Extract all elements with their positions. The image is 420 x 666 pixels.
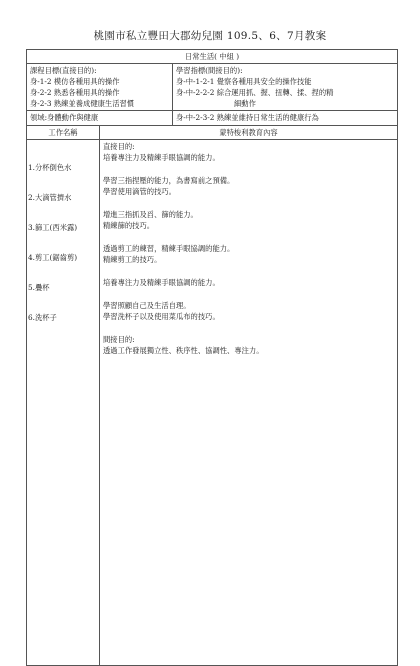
- direct-purpose-heading: 直接目的:: [103, 142, 135, 151]
- content-block: [103, 300, 394, 322]
- work-item: 6.洗杯子: [28, 313, 57, 322]
- content-cell: [100, 140, 398, 666]
- work-item: 1.分杯倒色水: [28, 163, 72, 172]
- indirect-purpose-text: 透過工作發展獨立性、秩序性、協調性、專注力。: [103, 346, 264, 355]
- area-row: [27, 111, 398, 126]
- direct-goals-heading: 課程目標(直接目的):: [30, 66, 97, 75]
- content-line: 學習使用滴管的技巧。: [103, 187, 176, 196]
- work-item: 2.大滴管擠水: [28, 193, 72, 202]
- content-line: 學習照顧自己及生活自理。: [103, 301, 191, 310]
- content-block: [103, 209, 394, 231]
- direct-goals-cell: [27, 64, 173, 111]
- indirect-purpose-heading: 間接目的:: [103, 335, 135, 344]
- document-title: 桃園市私立豐田大郡幼兒園 109.5、6、7月教案: [93, 30, 327, 42]
- content-line: 精練剪工的技巧。: [103, 255, 162, 264]
- goals-row: [27, 64, 398, 111]
- area-indicator-cell: 身-中-2-3-2 熟練並維持日常生活的健康行為: [173, 111, 398, 126]
- montessori-content-header: 蒙特梭利教育內容: [100, 126, 398, 140]
- indirect-goal: 身-中-2-2-2 綜合運用抓、握、扭轉、揉、捏的精: [176, 88, 334, 97]
- lesson-plan-table: [26, 49, 398, 666]
- indirect-goal: 身-中-1-2-1 覺察各種用具安全的操作技能: [176, 77, 312, 86]
- content-line: 學習洗杯子以及使用菜瓜布的技巧。: [103, 312, 220, 321]
- area-cell: 領域:身體動作與健康: [27, 111, 173, 126]
- category-cell: 日常生活( 中組 ): [27, 50, 398, 64]
- indirect-goals-heading: 學習指標(間接目的):: [176, 66, 243, 75]
- content-line: 精練篩的技巧。: [103, 221, 155, 230]
- content-line: 培養專注力及精練手眼協調的能力。: [103, 278, 220, 287]
- content-line: 透過剪工的練習，精練手眼協調的能力。: [103, 244, 235, 253]
- content-block: [103, 175, 394, 197]
- work-name-header: 工作名稱: [27, 126, 100, 140]
- indirect-goals-cell: [173, 64, 398, 111]
- work-item: 3.篩工(西米露): [28, 223, 78, 232]
- content-line: 學習三指捏壓的能力，為書寫前之預備。: [103, 176, 235, 185]
- header-row: [27, 126, 398, 140]
- content-line: 增進三指抓及舀、篩的能力。: [103, 210, 198, 219]
- direct-goal: 身-2-2 熟悉各種用具的操作: [30, 88, 120, 97]
- content-block: [103, 152, 394, 163]
- direct-goal: 身-1-2 模仿各種用具的操作: [30, 77, 120, 86]
- work-item: 5.疊杯: [28, 283, 50, 292]
- direct-goal: 身-2-3 熟練並養成健康生活習慣: [30, 99, 135, 108]
- work-list: [27, 140, 100, 666]
- content-block: [103, 243, 394, 265]
- content-block: [103, 277, 394, 288]
- indirect-goal-continued: 細動作: [234, 99, 256, 108]
- content-line: 培養專注力及精練手眼協調的能力。: [103, 153, 220, 162]
- content-row: [27, 140, 398, 666]
- work-item: 4.剪工(鋸齒剪): [28, 253, 78, 262]
- category-row: [27, 50, 398, 64]
